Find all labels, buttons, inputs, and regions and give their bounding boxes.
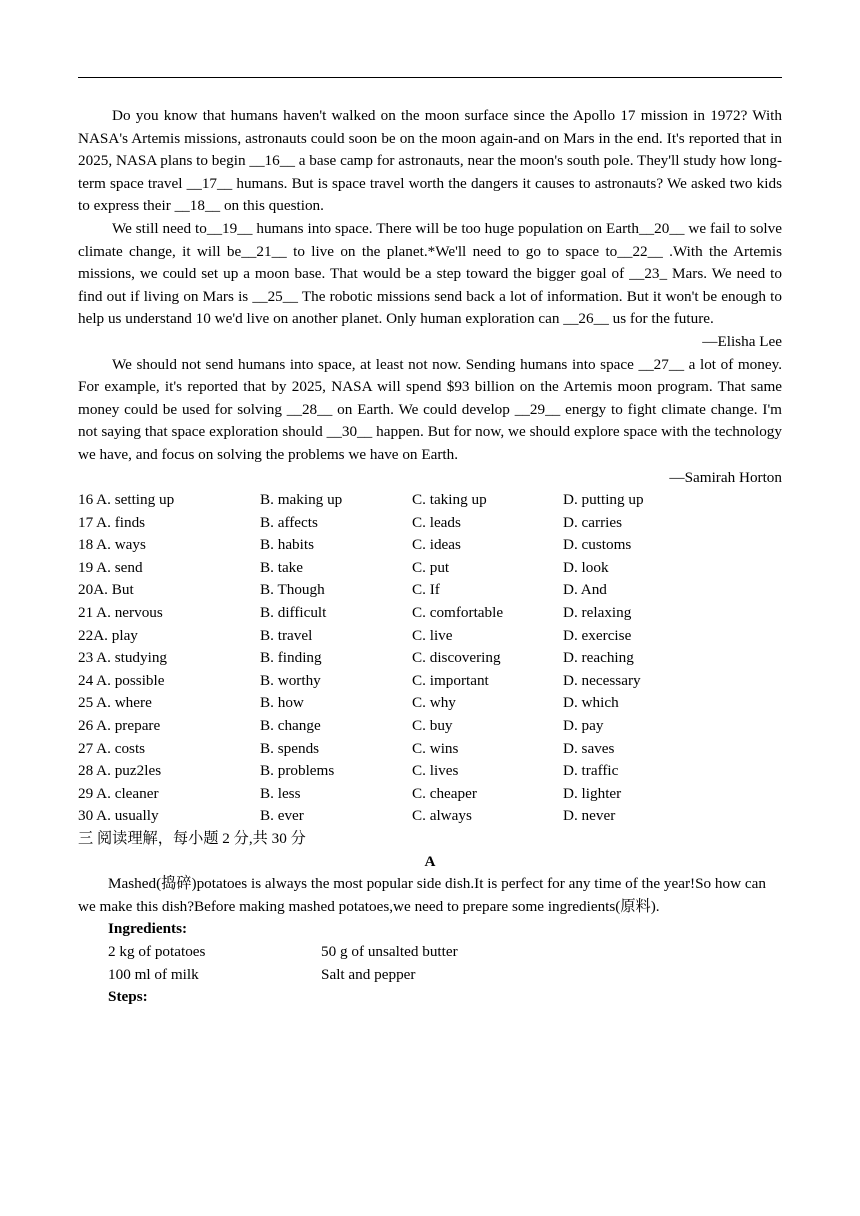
option-d: D. which <box>563 694 619 712</box>
option-row <box>78 670 782 693</box>
option-c: C. buy <box>412 717 453 735</box>
option-a: 27 A. costs <box>78 739 146 757</box>
option-row <box>78 715 782 738</box>
ingredient-item: 100 ml of milk <box>108 965 199 983</box>
option-row <box>78 489 782 512</box>
option-d: D. carries <box>563 513 623 531</box>
option-c: C. wins <box>412 739 459 757</box>
option-d: D. putting up <box>563 491 644 509</box>
option-d: D. relaxing <box>563 604 632 622</box>
option-a: 25 A. where <box>78 694 152 712</box>
option-c: C. live <box>412 626 453 644</box>
option-b: B. worthy <box>260 671 321 689</box>
option-d: D. saves <box>563 739 615 757</box>
option-b: B. difficult <box>260 604 327 622</box>
option-b: B. spends <box>260 739 320 757</box>
ingredients-label: Ingredients: <box>108 920 188 938</box>
options-table <box>78 489 782 828</box>
option-b: B. change <box>260 717 321 735</box>
option-a: 17 A. finds <box>78 513 146 531</box>
option-a: 21 A. nervous <box>78 604 163 622</box>
option-c: C. taking up <box>412 491 487 509</box>
ingredient-row <box>108 964 508 987</box>
option-d: D. never <box>563 807 616 825</box>
option-row <box>78 760 782 783</box>
option-d: D. look <box>563 558 609 576</box>
ingredient-item: Salt and pepper <box>321 965 416 983</box>
option-b: B. finding <box>260 649 322 667</box>
option-b: B. travel <box>260 626 313 644</box>
option-row <box>78 738 782 761</box>
option-c: C. why <box>412 694 456 712</box>
ingredients-table <box>108 941 508 986</box>
cloze-paragraph-2: We still need to__19__ humans into space. There will be too huge population on Earth__20__ we fail to solve climate change, it will be__21__ to live on the planet.*We'll need to go to space to__22__ .With the Artemis missions, we could set up a moon base. That would be a step toward the bigger goal of __23_ Mars. We need to find out if living on Mars is __25__ The robotic missions send back a lot of information. But it won't be enough to help us understand 10 we'd live on another planet. Only human exploration can __26__ us for the future. <box>78 219 782 328</box>
option-c: C. discovering <box>412 649 501 667</box>
option-a: 19 A. send <box>78 558 143 576</box>
option-a: 22A. play <box>78 626 138 644</box>
ingredient-item: 2 kg of potatoes <box>108 942 206 960</box>
option-row <box>78 602 782 625</box>
ingredient-item: 50 g of unsalted butter <box>321 942 458 960</box>
option-row <box>78 579 782 602</box>
passage-label: A <box>424 852 436 870</box>
option-b: B. habits <box>260 536 315 554</box>
ingredient-row <box>108 941 508 964</box>
option-d: D. traffic <box>563 762 619 780</box>
option-b: B. Though <box>260 581 325 599</box>
option-a: 24 A. possible <box>78 671 165 689</box>
option-a: 20A. But <box>78 581 134 599</box>
header-rule <box>78 77 782 78</box>
option-row <box>78 534 782 557</box>
option-row <box>78 557 782 580</box>
option-a: 16 A. setting up <box>78 491 175 509</box>
option-a: 23 A. studying <box>78 649 168 667</box>
option-c: C. If <box>412 581 440 599</box>
option-a: 26 A. prepare <box>78 717 161 735</box>
option-row <box>78 692 782 715</box>
option-b: B. affects <box>260 513 318 531</box>
reading-intro: Mashed(捣碎)potatoes is always the most popular side dish.It is perfect for any time of the year!So how can we make this dish?Before making mashed potatoes,we need to prepare some ingredients(原料). <box>78 875 766 915</box>
option-b: B. take <box>260 558 304 576</box>
option-b: B. making up <box>260 491 343 509</box>
option-c: C. important <box>412 671 489 689</box>
option-d: D. necessary <box>563 671 641 689</box>
option-c: C. leads <box>412 513 461 531</box>
option-c: C. always <box>412 807 472 825</box>
option-a: 30 A. usually <box>78 807 159 825</box>
option-c: C. ideas <box>412 536 461 554</box>
option-d: D. pay <box>563 717 604 735</box>
signature-elisha: —Elisha Lee <box>702 332 782 350</box>
option-d: D. lighter <box>563 784 622 802</box>
option-row <box>78 783 782 806</box>
option-a: 28 A. puz2les <box>78 762 162 780</box>
option-a: 18 A. ways <box>78 536 146 554</box>
option-c: C. lives <box>412 762 459 780</box>
option-b: B. less <box>260 784 301 802</box>
option-c: C. put <box>412 558 450 576</box>
option-c: C. comfortable <box>412 604 504 622</box>
section-title: 三 阅读理解，每小题 2 分,共 30 分 <box>78 830 306 847</box>
option-d: D. reaching <box>563 649 634 667</box>
option-b: B. ever <box>260 807 304 825</box>
option-b: B. problems <box>260 762 335 780</box>
option-d: D. exercise <box>563 626 632 644</box>
page-content <box>78 105 782 1009</box>
option-row <box>78 512 782 535</box>
option-d: D. And <box>563 581 607 599</box>
cloze-paragraph-1: Do you know that humans haven't walked on the moon surface since the Apollo 17 mission in 1972? With NASA's Artemis missions, astronauts could soon be on the moon again-and on Mars in the end. It's reported that in 2025, NASA plans to begin __16__ a base camp for astronauts, near the moon's south pole. They'll study how long-term space travel __17__ humans. But is space travel worth the dangers it causes to astronauts? We asked two kids to express their __18__ on this question. <box>78 107 782 215</box>
option-row <box>78 625 782 648</box>
option-a: 29 A. cleaner <box>78 784 159 802</box>
signature-samirah: —Samirah Horton <box>669 468 782 486</box>
option-row <box>78 805 782 828</box>
option-d: D. customs <box>563 536 632 554</box>
cloze-paragraph-3: We should not send humans into space, at least not now. Sending humans into space __27__ a lot of money. For example, it's reported that by 2025, NASA will spend $93 billion on the Artemis moon program. That same money could be used for solving __28__ on Earth. We could develop __29__ energy to fight climate change. I'm not saying that space exploration should __30__ happen. But for now, we should explore space with the technology we have, and focus on solving the problems we have on Earth. <box>78 355 782 463</box>
option-b: B. how <box>260 694 304 712</box>
steps-label: Steps: <box>108 988 148 1006</box>
option-c: C. cheaper <box>412 784 477 802</box>
option-row <box>78 647 782 670</box>
